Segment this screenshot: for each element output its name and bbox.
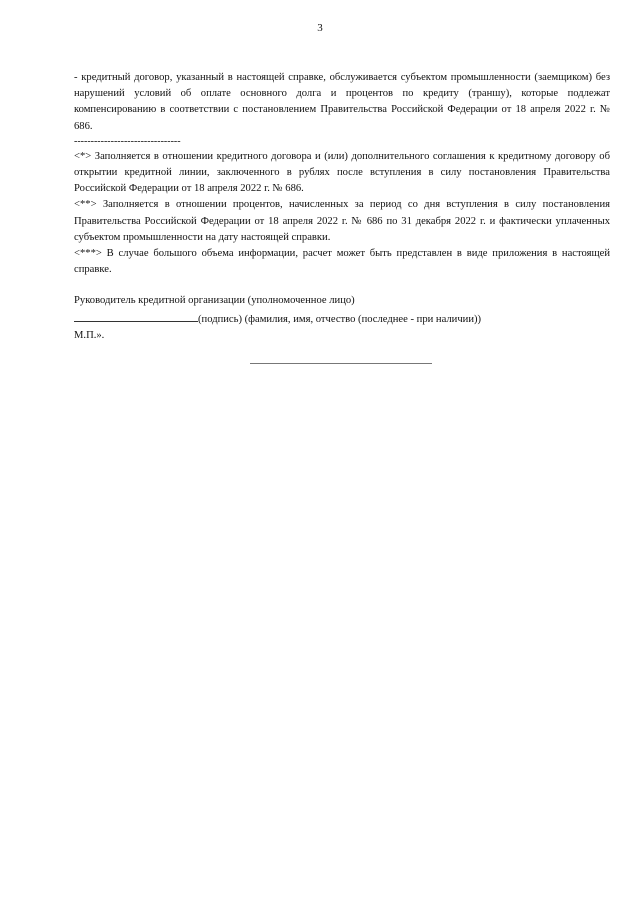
footnote-separator: --------------------------------: [74, 135, 181, 147]
signatory-title: Руководитель кредитной организации (уполномоченное лицо): [74, 295, 355, 307]
footnote-1: <*> Заполняется в отношении кредитного договора и (или) дополнительного соглашения к кредитному договору об открытии кредитной линии, заключенного в рублях после вступления в силу постановления Правительства Российской Федерации от 18 апреля 2022 г. № 686.: [74, 150, 610, 195]
footnote-3: <***> В случае большого объема информации, расчет может быть представлен в виде приложения в настоящей справке.: [74, 248, 610, 276]
stamp-place: М.П.».: [74, 329, 105, 341]
signature-caption: (подпись) (фамилия, имя, отчество (последнее - при наличии)): [198, 313, 482, 325]
closing-rule: [250, 363, 432, 364]
spacer: [74, 278, 610, 293]
signature-blank: [74, 310, 198, 322]
signature-line: [74, 310, 610, 328]
page-number: 3: [317, 22, 323, 34]
document-body: [74, 70, 610, 344]
main-paragraph: - кредитный договор, указанный в настоящей справке, обслуживается субъектом промышленности (заемщиком) без нарушений условий об оплате основного долга и процентов по кредиту (траншу), которые подлежат компенсированию в соответствии с постановлением Правительства Российской Федерации от 18 апреля 2022 г. № 686.: [74, 72, 610, 132]
footnote-2: <**> Заполняется в отношении процентов, начисленных за период со дня вступления в силу постановления Правительства Российской Федерации от 18 апреля 2022 г. № 686 по 31 декабря 2022 г. и фактически уплаченных субъектом промышленности на дату настоящей справки.: [74, 199, 610, 243]
